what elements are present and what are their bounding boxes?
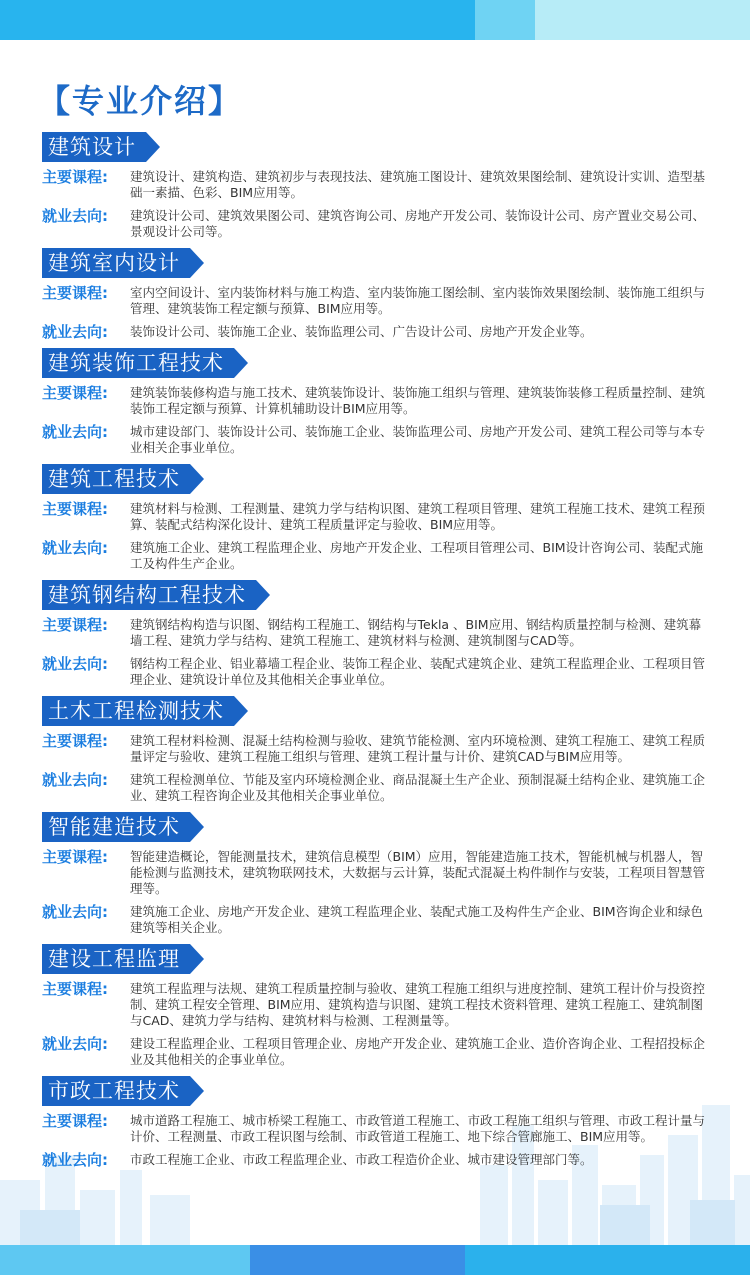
major-header (42, 580, 707, 610)
major-title: 建筑装饰工程技术 (42, 348, 234, 378)
courses-text: 室内空间设计、室内装饰材料与施工构造、室内装饰施工图绘制、室内装饰效果图绘制、装饰施工组织与管理、建筑装饰工程定额与预算、BIM应用等。 (130, 285, 706, 316)
major-header (42, 348, 707, 378)
courses-label: 主要课程: (42, 500, 108, 518)
careers-row (42, 1152, 707, 1168)
courses-label: 主要课程: (42, 732, 108, 750)
courses-label: 主要课程: (42, 168, 108, 186)
courses-row (42, 981, 707, 1029)
careers-label: 就业去向: (42, 539, 108, 557)
careers-row (42, 324, 707, 340)
top-banner-mid-block (475, 0, 535, 40)
major-section (42, 348, 707, 456)
courses-row (42, 849, 707, 897)
major-title: 建筑钢结构工程技术 (42, 580, 256, 610)
major-header (42, 132, 707, 162)
page-title: 【专业介绍】 (38, 82, 243, 120)
careers-label: 就业去向: (42, 1035, 108, 1053)
courses-label: 主要课程: (42, 1112, 108, 1130)
careers-label: 就业去向: (42, 323, 108, 341)
careers-label: 就业去向: (42, 207, 108, 225)
careers-text: 建筑设计公司、建筑效果图公司、建筑咨询公司、房地产开发公司、装饰设计公司、房产置业交易公司、景观设计公司等。 (130, 208, 706, 239)
bottom-banner-mid-block (465, 1245, 750, 1275)
bottom-banner-light-block (0, 1245, 250, 1275)
careers-label: 就业去向: (42, 655, 108, 673)
major-section (42, 812, 707, 936)
courses-text: 建筑工程材料检测、混凝土结构检测与验收、建筑节能检测、室内环境检测、建筑工程施工、建筑工程质量评定与验收、建筑工程施工组织与管理、建筑工程计量与计价、建筑CAD与BIM应用等。 (130, 733, 706, 764)
careers-label: 就业去向: (42, 1151, 108, 1169)
major-header (42, 248, 707, 278)
careers-row (42, 540, 707, 572)
top-banner (0, 0, 750, 40)
courses-row (42, 1113, 707, 1145)
courses-text: 建筑设计、建筑构造、建筑初步与表现技法、建筑施工图设计、建筑效果图绘制、建筑设计实训、造型基础一素描、色彩、BIM应用等。 (130, 169, 706, 200)
careers-row (42, 656, 707, 688)
careers-text: 城市建设部门、装饰设计公司、装饰施工企业、装饰监理公司、房地产开发公司、建筑工程公司等与本专业相关企事业单位。 (130, 424, 706, 455)
careers-row (42, 208, 707, 240)
careers-label: 就业去向: (42, 771, 108, 789)
courses-label: 主要课程: (42, 848, 108, 866)
courses-label: 主要课程: (42, 980, 108, 998)
courses-text: 建筑工程监理与法规、建筑工程质量控制与验收、建筑工程施工组织与进度控制、建筑工程计价与投资控制、建筑工程安全管理、BIM应用、建筑构造与识图、建筑工程技术资料管理、建筑工程施工、建筑制图与CAD、建筑力学与结构、建筑材料与检测、工程测量等。 (130, 981, 706, 1028)
courses-label: 主要课程: (42, 284, 108, 302)
careers-text: 建筑施工企业、建筑工程监理企业、房地产开发企业、工程项目管理公司、BIM设计咨询公司、装配式施工及构件生产企业。 (130, 540, 704, 571)
major-title: 土木工程检测技术 (42, 696, 234, 726)
careers-text: 建筑工程检测单位、节能及室内环境检测企业、商品混凝土生产企业、预制混凝土结构企业、建筑施工企业、建筑工程咨询企业及其他相关企事业单位。 (130, 772, 706, 803)
courses-label: 主要课程: (42, 384, 108, 402)
major-section (42, 464, 707, 572)
careers-row (42, 1036, 707, 1068)
courses-text: 建筑钢结构构造与识图、钢结构工程施工、钢结构与Tekla 、BIM应用、钢结构质量控制与检测、建筑幕墙工程、建筑力学与结构、建筑工程施工、建筑材料与检测、建筑制图与CAD等。 (130, 617, 702, 648)
major-section (42, 944, 707, 1068)
courses-row (42, 617, 707, 649)
major-header (42, 696, 707, 726)
courses-text: 建筑装饰装修构造与施工技术、建筑装饰设计、装饰施工组织与管理、建筑装饰装修工程质量控制、建筑装饰工程定额与预算、计算机辅助设计BIM应用等。 (130, 385, 706, 416)
careers-text: 装饰设计公司、装饰施工企业、装饰监理公司、广告设计公司、房地产开发企业等。 (130, 324, 593, 339)
courses-text: 城市道路工程施工、城市桥梁工程施工、市政管道工程施工、市政工程施工组织与管理、市政工程计量与计价、工程测量、市政工程识图与绘制、市政管道工程施工、地下综合管廊施工、BIM应用等。 (130, 1113, 706, 1144)
major-title: 智能建造技术 (42, 812, 190, 842)
courses-text: 建筑材料与检测、工程测量、建筑力学与结构识图、建筑工程项目管理、建筑工程施工技术、建筑工程预算、装配式结构深化设计、建筑工程质量评定与验收、BIM应用等。 (130, 501, 706, 532)
major-section (42, 1076, 707, 1168)
major-header (42, 464, 707, 494)
major-section (42, 248, 707, 340)
major-title: 市政工程技术 (42, 1076, 190, 1106)
courses-row (42, 285, 707, 317)
major-header (42, 812, 707, 842)
courses-row (42, 733, 707, 765)
courses-row (42, 501, 707, 533)
careers-text: 建筑施工企业、房地产开发企业、建筑工程监理企业、装配式施工及构件生产企业、BIM咨询企业和绿色建筑等相关企业。 (130, 904, 704, 935)
careers-row (42, 772, 707, 804)
major-section (42, 580, 707, 688)
careers-text: 钢结构工程企业、铝业幕墙工程企业、装饰工程企业、装配式建筑企业、建筑工程监理企业、工程项目管理企业、建筑设计单位及其他相关企事业单位。 (130, 656, 706, 687)
major-title: 建设工程监理 (42, 944, 190, 974)
careers-text: 建设工程监理企业、工程项目管理企业、房地产开发企业、建筑施工企业、造价咨询企业、工程招投标企业及其他相关的企事业单位。 (130, 1036, 706, 1067)
careers-row (42, 424, 707, 456)
major-section (42, 696, 707, 804)
careers-text: 市政工程施工企业、市政工程监理企业、市政工程造价企业、城市建设管理部门等。 (130, 1152, 593, 1167)
majors-list (42, 132, 707, 1176)
courses-label: 主要课程: (42, 616, 108, 634)
major-header (42, 944, 707, 974)
major-section (42, 132, 707, 240)
careers-label: 就业去向: (42, 903, 108, 921)
bottom-banner (0, 1245, 750, 1275)
courses-row (42, 169, 707, 201)
careers-label: 就业去向: (42, 423, 108, 441)
major-title: 建筑室内设计 (42, 248, 190, 278)
courses-row (42, 385, 707, 417)
major-header (42, 1076, 707, 1106)
major-title: 建筑工程技术 (42, 464, 190, 494)
major-title: 建筑设计 (42, 132, 146, 162)
top-banner-light-block (535, 0, 750, 40)
careers-row (42, 904, 707, 936)
courses-text: 智能建造概论，智能测量技术，建筑信息模型（BIM）应用，智能建造施工技术，智能机械与机器人，智能检测与监测技术，建筑物联网技术，大数据与云计算，装配式混凝土构件制作与安装，工程项目智慧管理等。 (130, 849, 706, 896)
